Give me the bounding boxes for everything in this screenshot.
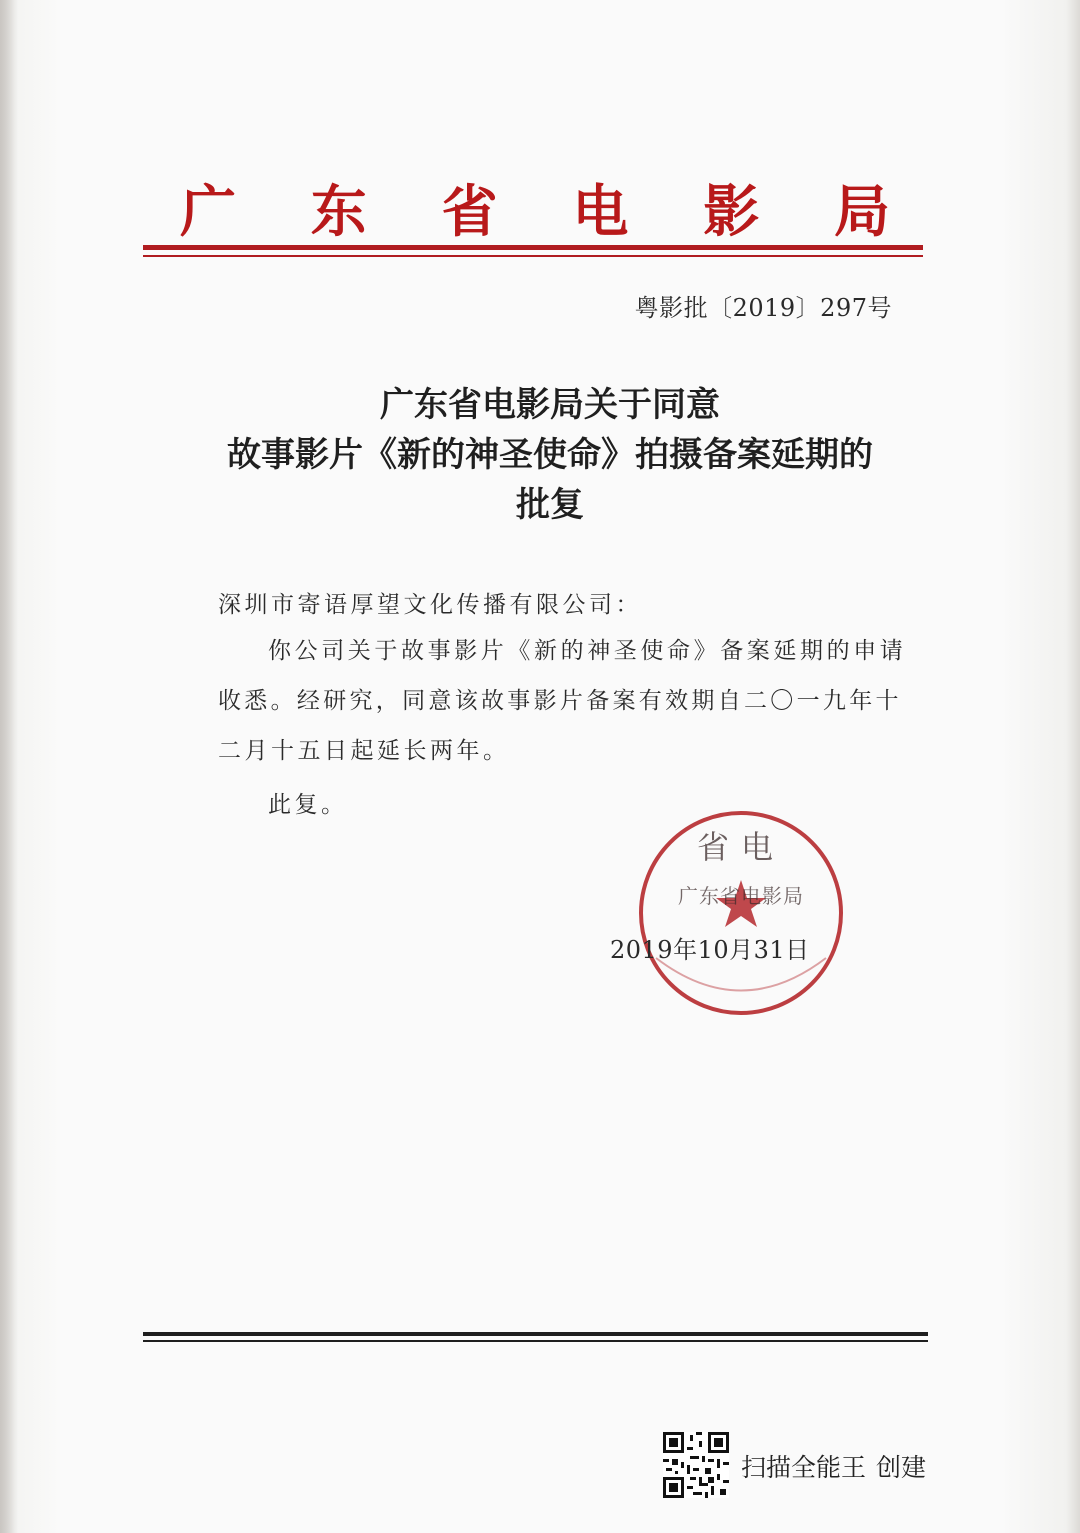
body-paragraph-line: 收悉。经研究，同意该故事影片备案有效期自二〇一九年十 (218, 688, 902, 714)
document-number: 粤影批〔2019〕297号 (634, 294, 892, 322)
scanner-watermark (741, 1448, 926, 1484)
salutation: 深圳市寄语厚望文化传播有限公司： (218, 592, 642, 618)
header-char: 局 (833, 179, 890, 245)
header-rule-thick (143, 245, 923, 250)
body-paragraph-line: 你公司关于故事影片《新的神圣使命》备案延期的申请 (268, 638, 907, 664)
seal-top-text: 省电 (696, 828, 786, 866)
official-seal (636, 808, 846, 1018)
header-rule-thin (143, 255, 923, 257)
title-line: 故事影片《新的神圣使命》拍摄备案延期的 (227, 435, 873, 475)
header-char: 省 (441, 179, 498, 245)
header-char: 东 (310, 179, 367, 245)
footer-rule-thin (143, 1340, 928, 1342)
qr-code-icon (663, 1432, 729, 1498)
seal-middle-text: 广东省电影局 (678, 884, 804, 908)
body-paragraph-line: 二月十五日起延长两年。 (218, 738, 510, 764)
title-line: 广东省电影局关于同意 (380, 385, 720, 425)
closing-text: 此复。 (268, 792, 348, 818)
issuer-header (180, 168, 890, 248)
watermark-action: 创建 (876, 1453, 927, 1482)
page-shadow (0, 0, 18, 1533)
header-char: 广 (180, 179, 236, 245)
watermark-label: 扫描全能王 (741, 1453, 867, 1482)
footer-rule-thick (143, 1332, 928, 1336)
document-title (140, 380, 960, 530)
signature-date: 2019年10月31日 (610, 936, 810, 964)
header-char: 电 (572, 179, 629, 245)
header-char: 影 (703, 179, 760, 245)
title-line: 批复 (516, 485, 584, 525)
